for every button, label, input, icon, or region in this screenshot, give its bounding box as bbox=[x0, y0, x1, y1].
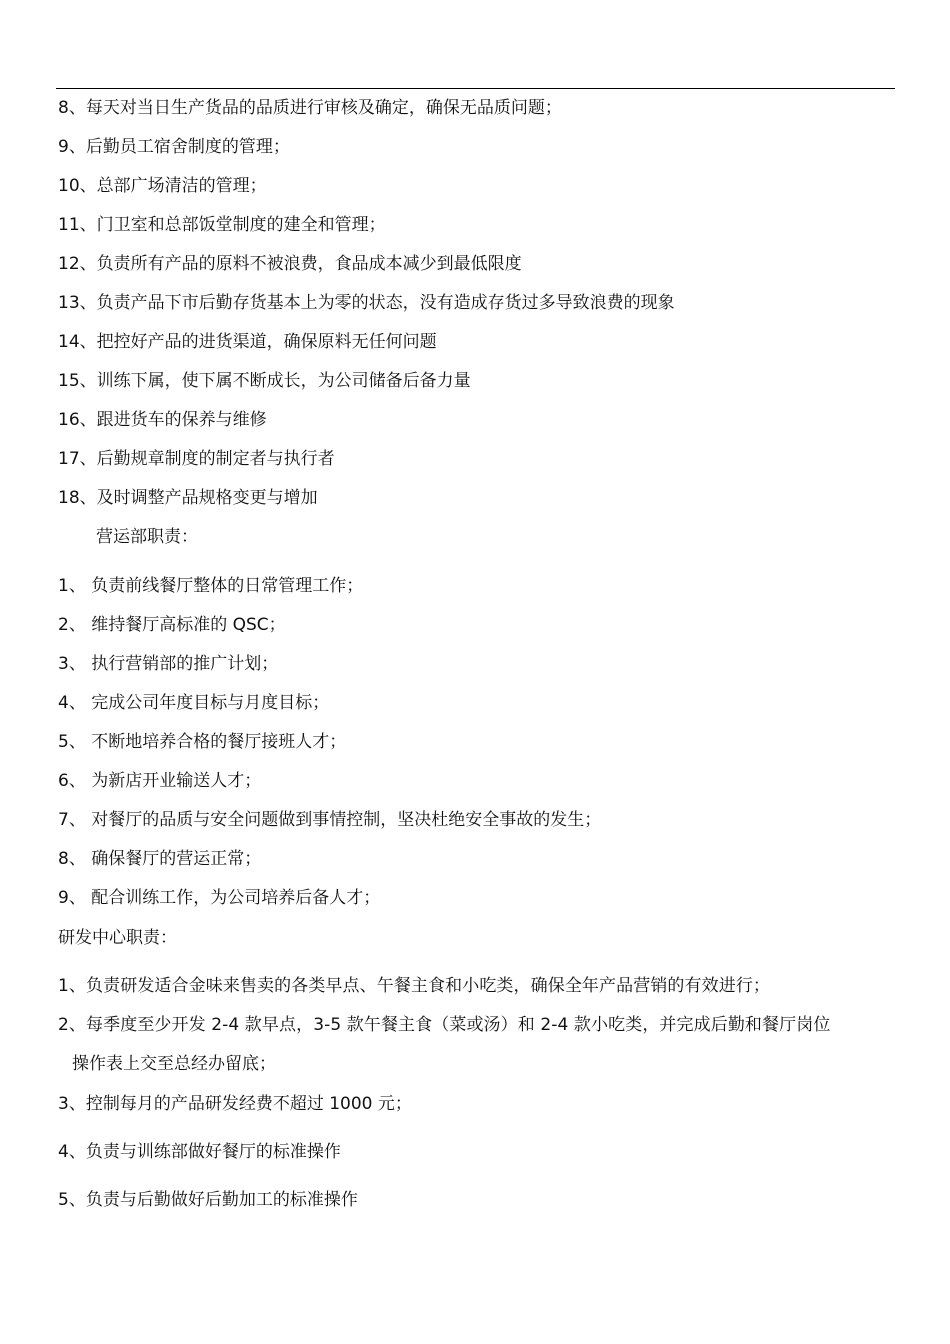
rnd-item-5: 5、负责与后勤做好后勤加工的标准操作 bbox=[58, 1190, 358, 1210]
rnd-item-2: 2、每季度至少开发 2-4 款早点，3-5 款午餐主食（菜或汤）和 2-4 款小吃类，并完成后勤和餐厅岗位 bbox=[58, 1015, 831, 1035]
rnd-heading: 研发中心职责： bbox=[58, 928, 177, 948]
logistics-item-18: 18、及时调整产品规格变更与增加 bbox=[58, 488, 318, 508]
rnd-item-2-continuation: 操作表上交至总经办留底； bbox=[72, 1054, 276, 1074]
rnd-item-3: 3、控制每月的产品研发经费不超过 1000 元； bbox=[58, 1094, 412, 1114]
header-rule bbox=[56, 88, 895, 89]
logistics-item-17: 17、后勤规章制度的制定者与执行者 bbox=[58, 449, 335, 469]
rnd-item-4: 4、负责与训练部做好餐厅的标准操作 bbox=[58, 1142, 341, 1162]
logistics-item-11: 11、门卫室和总部饭堂制度的建全和管理； bbox=[58, 215, 386, 235]
rnd-item-1: 1、负责研发适合金味来售卖的各类早点、午餐主食和小吃类，确保全年产品营销的有效进行； bbox=[58, 976, 771, 996]
operations-item-7: 7、 对餐厅的品质与安全问题做到事情控制，坚决杜绝安全事故的发生； bbox=[58, 810, 602, 830]
operations-item-2: 2、 维持餐厅高标准的 QSC； bbox=[58, 615, 286, 635]
operations-item-1: 1、 负责前线餐厅整体的日常管理工作； bbox=[58, 576, 364, 596]
logistics-item-15: 15、训练下属，使下属不断成长，为公司储备后备力量 bbox=[58, 371, 471, 391]
operations-item-8: 8、 确保餐厅的营运正常； bbox=[58, 849, 262, 869]
operations-item-9: 9、 配合训练工作，为公司培养后备人才； bbox=[58, 888, 381, 908]
operations-item-4: 4、 完成公司年度目标与月度目标； bbox=[58, 693, 330, 713]
operations-item-5: 5、 不断地培养合格的餐厅接班人才； bbox=[58, 732, 347, 752]
logistics-item-12: 12、负责所有产品的原料不被浪费，食品成本减少到最低限度 bbox=[58, 254, 522, 274]
operations-item-3: 3、 执行营销部的推广计划； bbox=[58, 654, 279, 674]
logistics-item-14: 14、把控好产品的进货渠道，确保原料无任何问题 bbox=[58, 332, 437, 352]
logistics-item-8: 8、每天对当日生产货品的品质进行审核及确定，确保无品质问题； bbox=[58, 98, 562, 118]
logistics-item-10: 10、总部广场清洁的管理； bbox=[58, 176, 267, 196]
logistics-item-9: 9、后勤员工宿舍制度的管理； bbox=[58, 137, 290, 157]
operations-heading: 营运部职责： bbox=[96, 527, 198, 547]
logistics-item-13: 13、负责产品下市后勤存货基本上为零的状态，没有造成存货过多导致浪费的现象 bbox=[58, 293, 675, 313]
operations-item-6: 6、 为新店开业输送人才； bbox=[58, 771, 262, 791]
logistics-item-16: 16、跟进货车的保养与维修 bbox=[58, 410, 267, 430]
